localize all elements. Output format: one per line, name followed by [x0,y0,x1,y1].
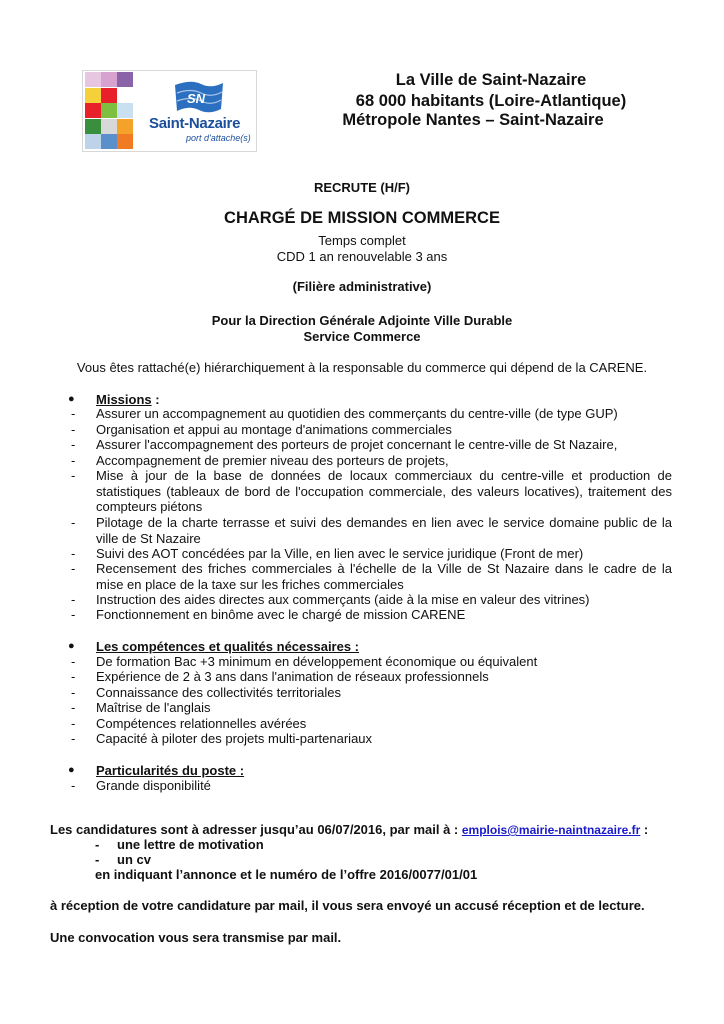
saint-nazaire-logo [82,70,257,152]
logo-tile [117,119,133,134]
logo-color-tiles [85,72,133,150]
dash: - [71,778,76,793]
particular-item: Grande disponibilité [96,778,211,793]
logo-tile [117,88,133,103]
mission-item: Accompagnement de premier niveau des porteurs de projets, [96,453,449,468]
application-reference: en indiquant l’annonce et le numéro de l’offre 2016/0077/01/01 [95,867,478,882]
logo-tile [85,103,101,118]
logo-tile [85,88,101,103]
flag-icon [171,79,227,119]
dash: - [71,716,76,731]
mission-item: Recensement des friches commerciales à l'échelle de la Ville de St Nazaire dans le cadre de la mise en place de la taxe sur les friches commerciales [96,561,672,592]
dash: - [71,669,76,684]
skill-item: Capacité à piloter des projets multi-partenariaux [96,731,373,746]
dash: - [95,837,100,852]
dash: - [71,406,76,421]
header-population: 68 000 habitants (Loire-Atlantique) [355,92,627,110]
dash: - [71,546,76,561]
contract-type: CDD 1 an renouvelable 3 ans [276,249,448,264]
mission-item: Assurer l'accompagnement des porteurs de projet concernant le centre-ville de St Nazaire, [96,437,618,452]
dash: - [71,515,76,530]
logo-tile [101,103,117,118]
mission-item: Fonctionnement en binôme avec le chargé de mission CARENE [96,607,466,622]
application-item: un cv [117,852,151,867]
bullet-icon: ● [68,764,75,776]
service: Service Commerce [303,329,421,344]
logo-tile [101,134,117,149]
header-metropole: Métropole Nantes – Saint-Nazaire [342,111,604,129]
skill-item: Connaissance des collectivités territoriales [96,685,341,700]
logo-name: Saint-Nazaire [149,115,241,132]
dash: - [71,561,76,576]
mission-item: Suivi des AOT concédées par la Ville, en lien avec le service juridique (Front de mer) [96,546,584,561]
logo-tile [101,72,117,87]
bullet-icon: ● [68,393,75,405]
mission-item: Organisation et appui au montage d'animations commerciales [96,422,452,437]
application-intro: Les candidatures sont à adresser jusqu’au 06/07/2016, par mail à : emplois@mairie-naintnazaire.fr : [50,822,649,837]
intro-text: Vous êtes rattaché(e) hiérarchiquement à la responsable du commerce qui dépend de la CARENE. [76,360,648,375]
skills-heading: Les compétences et qualités nécessaires : [96,639,360,654]
logo-tagline: port d'attache(s) [186,133,251,143]
contract-time: Temps complet [318,233,406,248]
application-receipt: à réception de votre candidature par mail, il vous sera envoyé un accusé réception et de lecture. [50,898,645,913]
logo-tile [117,134,133,149]
skill-item: Maîtrise de l'anglais [96,700,211,715]
particulars-heading: Particularités du poste : [96,763,245,778]
logo-tile [117,72,133,87]
email-link[interactable]: emplois@mairie-naintnazaire.fr [461,823,641,837]
mission-item: Pilotage de la charte terrasse et suivi des demandes en lien avec le service domaine public de la ville de St Nazaire [96,515,672,546]
dash: - [95,852,100,867]
skill-item: De formation Bac +3 minimum en développement économique ou équivalent [96,654,538,669]
logo-tile [85,134,101,149]
header-city: La Ville de Saint-Nazaire [395,71,587,89]
dash: - [71,654,76,669]
application-item: une lettre de motivation [117,837,264,852]
missions-heading: Missions : [96,392,160,407]
dash: - [71,685,76,700]
mission-item: Mise à jour de la base de données de locaux commerciaux du centre-ville et production de statistiques (tableaux de bord de l'occupation commerciale, des valeurs locatives), traitement des compteurs piétons [96,468,672,514]
bullet-icon: ● [68,640,75,652]
skill-item: Expérience de 2 à 3 ans dans l'animation de réseaux professionnels [96,669,489,684]
direction: Pour la Direction Générale Adjointe Ville Durable [211,313,513,328]
logo-tile [117,103,133,118]
recruits-label: RECRUTE (H/F) [313,180,411,195]
filiere: (Filière administrative) [292,279,432,294]
skill-item: Compétences relationnelles avérées [96,716,307,731]
dash: - [71,700,76,715]
dash: - [71,592,76,607]
job-title: CHARGÉ DE MISSION COMMERCE [224,209,500,227]
dash: - [71,422,76,437]
application-convocation: Une convocation vous sera transmise par mail. [50,930,342,945]
logo-tile [101,88,117,103]
dash: - [71,731,76,746]
dash: - [71,453,76,468]
mission-item: Instruction des aides directes aux commerçants (aide à la mise en valeur des vitrines) [96,592,590,607]
logo-tile [85,119,101,134]
dash: - [71,437,76,452]
mission-item: Assurer un accompagnement au quotidien des commerçants du centre-ville (de type GUP) [96,406,618,421]
dash: - [71,468,76,483]
flag-text: SN [187,91,206,106]
logo-tile [101,119,117,134]
dash: - [71,607,76,622]
logo-tile [85,72,101,87]
